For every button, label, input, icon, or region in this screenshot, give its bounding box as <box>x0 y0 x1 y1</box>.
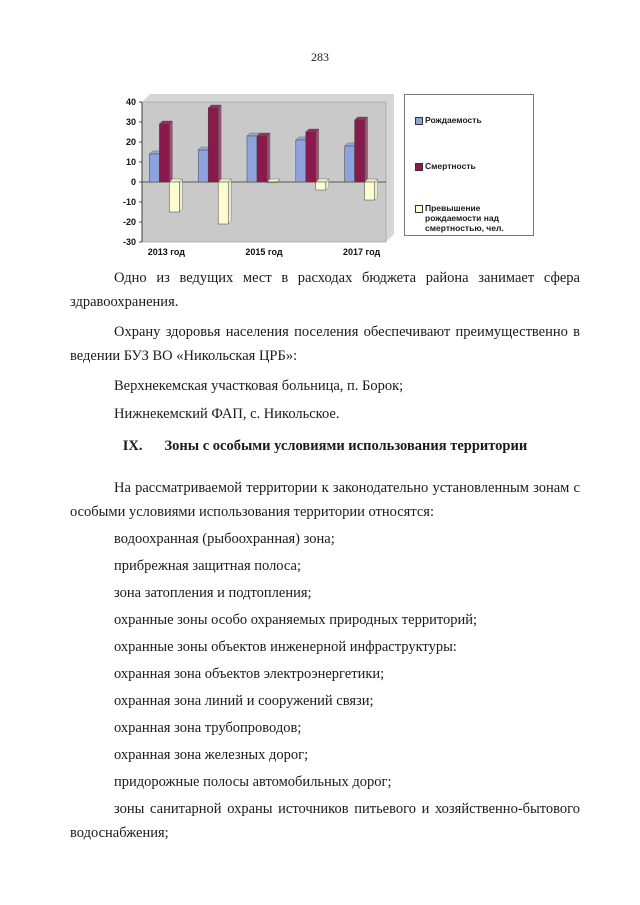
bar <box>208 108 218 182</box>
y-tick-label: 10 <box>125 157 136 167</box>
legend-label: Смертность <box>425 161 476 171</box>
list-item: охранная зона трубопроводов; <box>114 720 302 736</box>
bar <box>316 182 326 190</box>
section-heading <box>70 438 580 455</box>
paragraph-last-item: зоны санитарной охраны источников питьевого и хозяйственно-бытового водоснабжения; <box>70 801 580 841</box>
list-item: Верхнекемская участковая больница, п. Борок; <box>114 378 404 394</box>
legend-item-excess <box>415 203 531 233</box>
list-item: зона затопления и подтопления; <box>114 585 312 601</box>
list-item: охранные зоны особо охраняемых природных территорий; <box>114 612 478 628</box>
bar-side-face <box>218 105 221 182</box>
bar-side-face <box>228 179 231 224</box>
bar <box>198 150 208 182</box>
legend-label: рождаемости над <box>425 213 500 223</box>
x-tick-label: 2013 год <box>147 247 186 257</box>
bar-side-face <box>179 179 182 212</box>
list-item: охранная зона объектов электроэнергетики; <box>114 666 385 682</box>
bar-side-face <box>267 133 270 182</box>
legend-label: смертностью, чел. <box>425 223 504 233</box>
bar <box>267 182 277 183</box>
bar <box>149 154 159 182</box>
list-item: охранная зона железных дорог; <box>114 747 309 763</box>
body-text-zones <box>70 476 580 845</box>
legend-item-birth <box>415 115 531 125</box>
legend-label: Превышение <box>425 203 481 213</box>
bar <box>365 182 375 200</box>
paragraph-health: Охрану здоровья населения поселения обеспечивают преимущественно в ведении БУЗ ВО «Никольская ЦРБ»: <box>70 324 580 364</box>
bar <box>296 140 306 182</box>
list-item: прибрежная защитная полоса; <box>114 558 301 574</box>
legend-item-death <box>415 161 531 171</box>
page-number: 283 <box>311 50 329 64</box>
y-tick-label: 40 <box>125 97 136 107</box>
legend-swatch-excess <box>415 205 423 213</box>
x-tick-label: 2015 год <box>245 247 283 257</box>
bar <box>306 132 316 182</box>
y-tick-label: -30 <box>122 237 136 247</box>
list-item: придорожные полосы автомобильных дорог; <box>114 774 392 790</box>
list-item: охранные зоны объектов инженерной инфраструктуры: <box>114 639 457 655</box>
section-number: IX. <box>122 438 143 454</box>
bar-side-face <box>375 179 378 200</box>
y-tick-label: -20 <box>122 217 136 227</box>
bar <box>159 124 169 182</box>
bar <box>218 182 228 224</box>
demographics-chart <box>100 92 550 262</box>
y-tick-label: -10 <box>122 197 136 207</box>
legend-swatch-birth <box>415 117 423 125</box>
y-tick-label: 30 <box>125 117 136 127</box>
bar <box>169 182 179 212</box>
list-item: охранная зона линий и сооружений связи; <box>114 693 374 709</box>
list-item: водоохранная (рыбоохранная) зона; <box>114 531 335 547</box>
legend-swatch-death <box>415 163 423 171</box>
bar-side-face <box>169 121 172 182</box>
zones-list <box>70 527 580 794</box>
paragraph-budget: Одно из ведущих мест в расходах бюджета района занимает сфера здравоохранения. <box>70 270 580 310</box>
bar-side-face <box>316 129 319 182</box>
bar <box>345 146 355 182</box>
x-tick-label: 2017 год <box>342 247 381 257</box>
paragraph-intro: На рассматриваемой территории к законодательно установленным зонам с особыми условиями использования территории относятся: <box>70 480 580 520</box>
body-text-top <box>70 266 580 426</box>
legend-label: Рождаемость <box>425 115 482 125</box>
bar <box>257 136 267 182</box>
bar <box>247 136 257 182</box>
bar <box>355 120 365 182</box>
bar-side-face <box>365 117 368 182</box>
bar-chart <box>100 92 400 262</box>
y-tick-label: 20 <box>125 137 136 147</box>
chart-legend <box>404 94 534 236</box>
section-title: Зоны с особыми условиями использования территории <box>164 438 528 454</box>
y-tick-label: 0 <box>130 177 136 187</box>
list-item: Нижнекемский ФАП, с. Никольское. <box>114 406 340 422</box>
